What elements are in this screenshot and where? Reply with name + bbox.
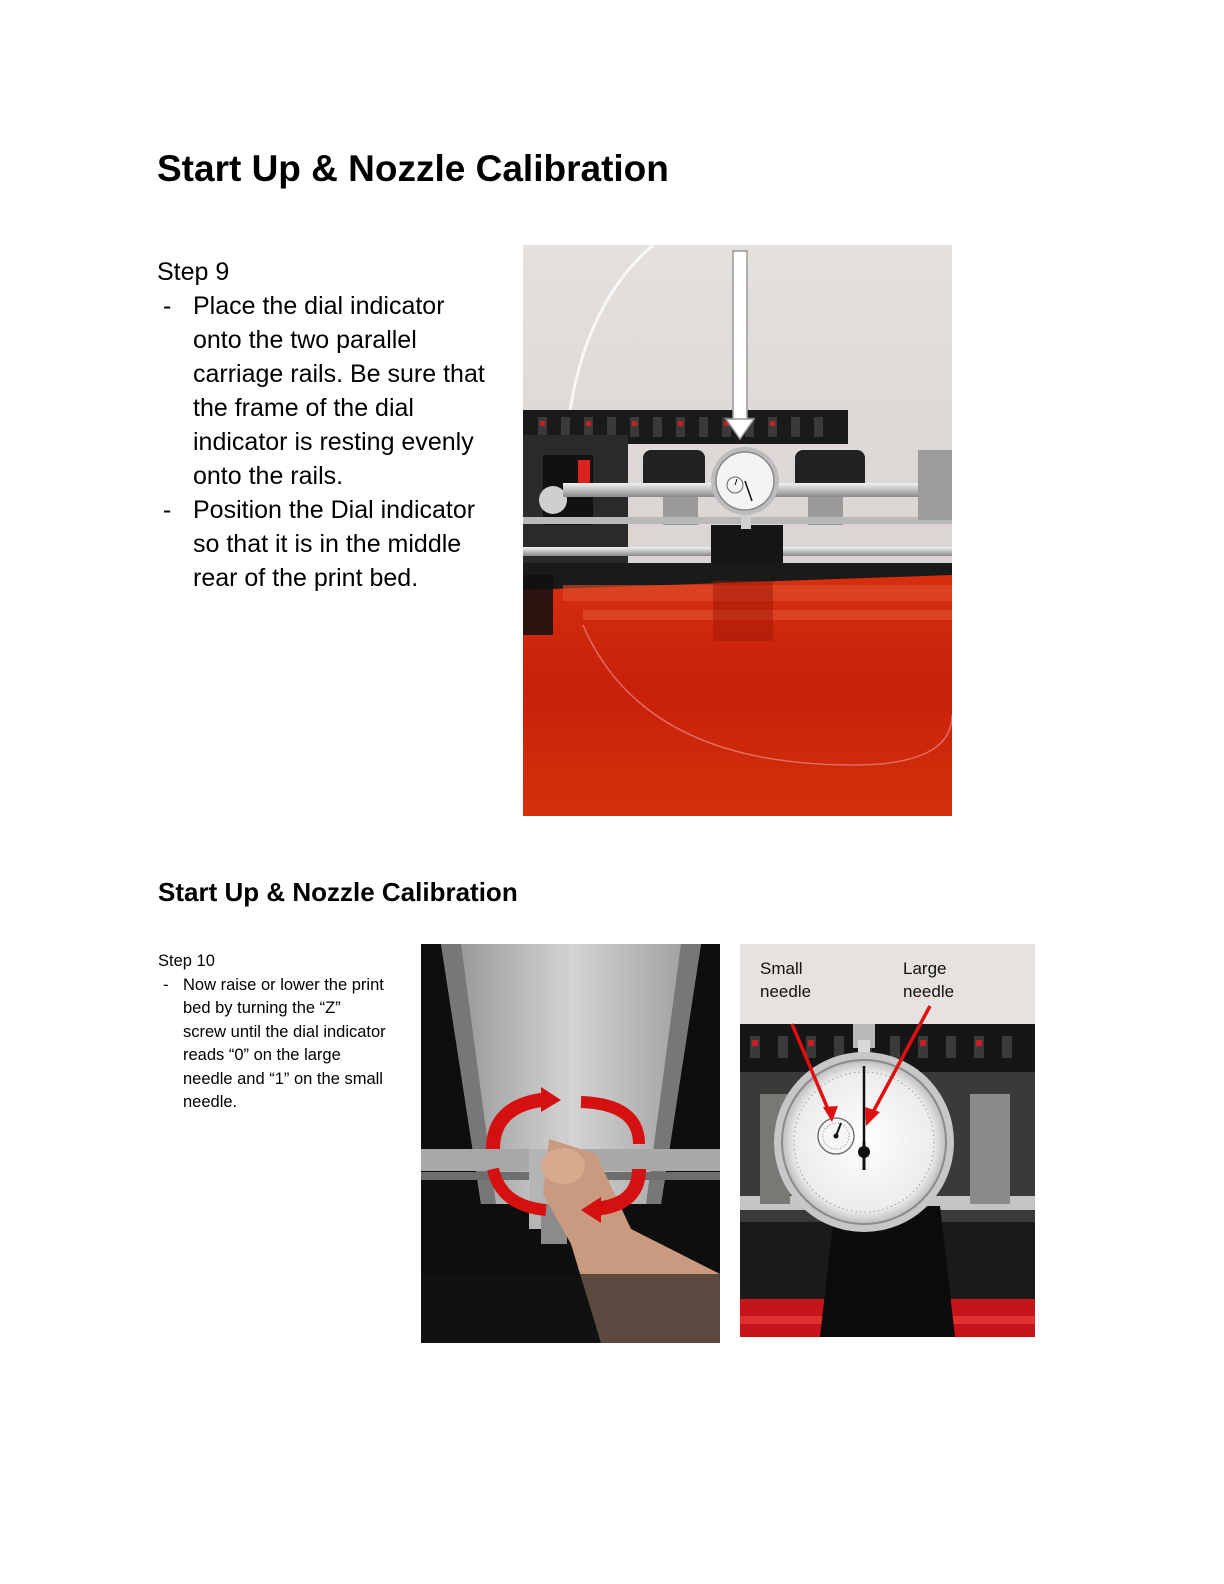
step10-bullet-1-text: Now raise or lower the print bed by turning the “Z” screw until the dial indicator reads “0” on the large needle and “1” on the small needle. xyxy=(183,975,386,1111)
step9-bullet-list xyxy=(157,289,487,595)
step10-bullet-list xyxy=(158,974,388,1115)
dial-indicator-on-rails-illustration xyxy=(523,245,952,816)
step10-instructions xyxy=(158,950,388,1115)
step9-bullet-1-text: Place the dial indicator onto the two parallel carriage rails. Be sure that the frame of the dial indicator is resting evenly onto the rails. xyxy=(193,292,485,490)
dial-indicator-on-rails-photo xyxy=(523,245,952,816)
large-needle-label: Large needle xyxy=(903,959,955,1001)
step10-bullet-1 xyxy=(158,974,388,1115)
z-screw-turning-illustration xyxy=(421,944,720,1343)
step9-bullet-2 xyxy=(157,493,487,595)
step9-instructions xyxy=(157,255,487,595)
bullet-dash: - xyxy=(163,496,172,524)
bullet-dash: - xyxy=(163,292,172,320)
step9-bullet-2-text: Position the Dial indicator so that it is in the middle rear of the print bed. xyxy=(193,496,476,592)
step10-label: Step 10 xyxy=(158,952,215,970)
step9-bullet-1 xyxy=(157,289,487,493)
section2-title: Start Up & Nozzle Calibration xyxy=(158,877,518,907)
z-screw-turning-photo xyxy=(421,944,720,1343)
step9-label: Step 9 xyxy=(157,258,230,286)
small-needle-label: Small needle xyxy=(760,959,812,1001)
section1-title: Start Up & Nozzle Calibration xyxy=(157,148,669,189)
bullet-dash: - xyxy=(163,975,169,994)
